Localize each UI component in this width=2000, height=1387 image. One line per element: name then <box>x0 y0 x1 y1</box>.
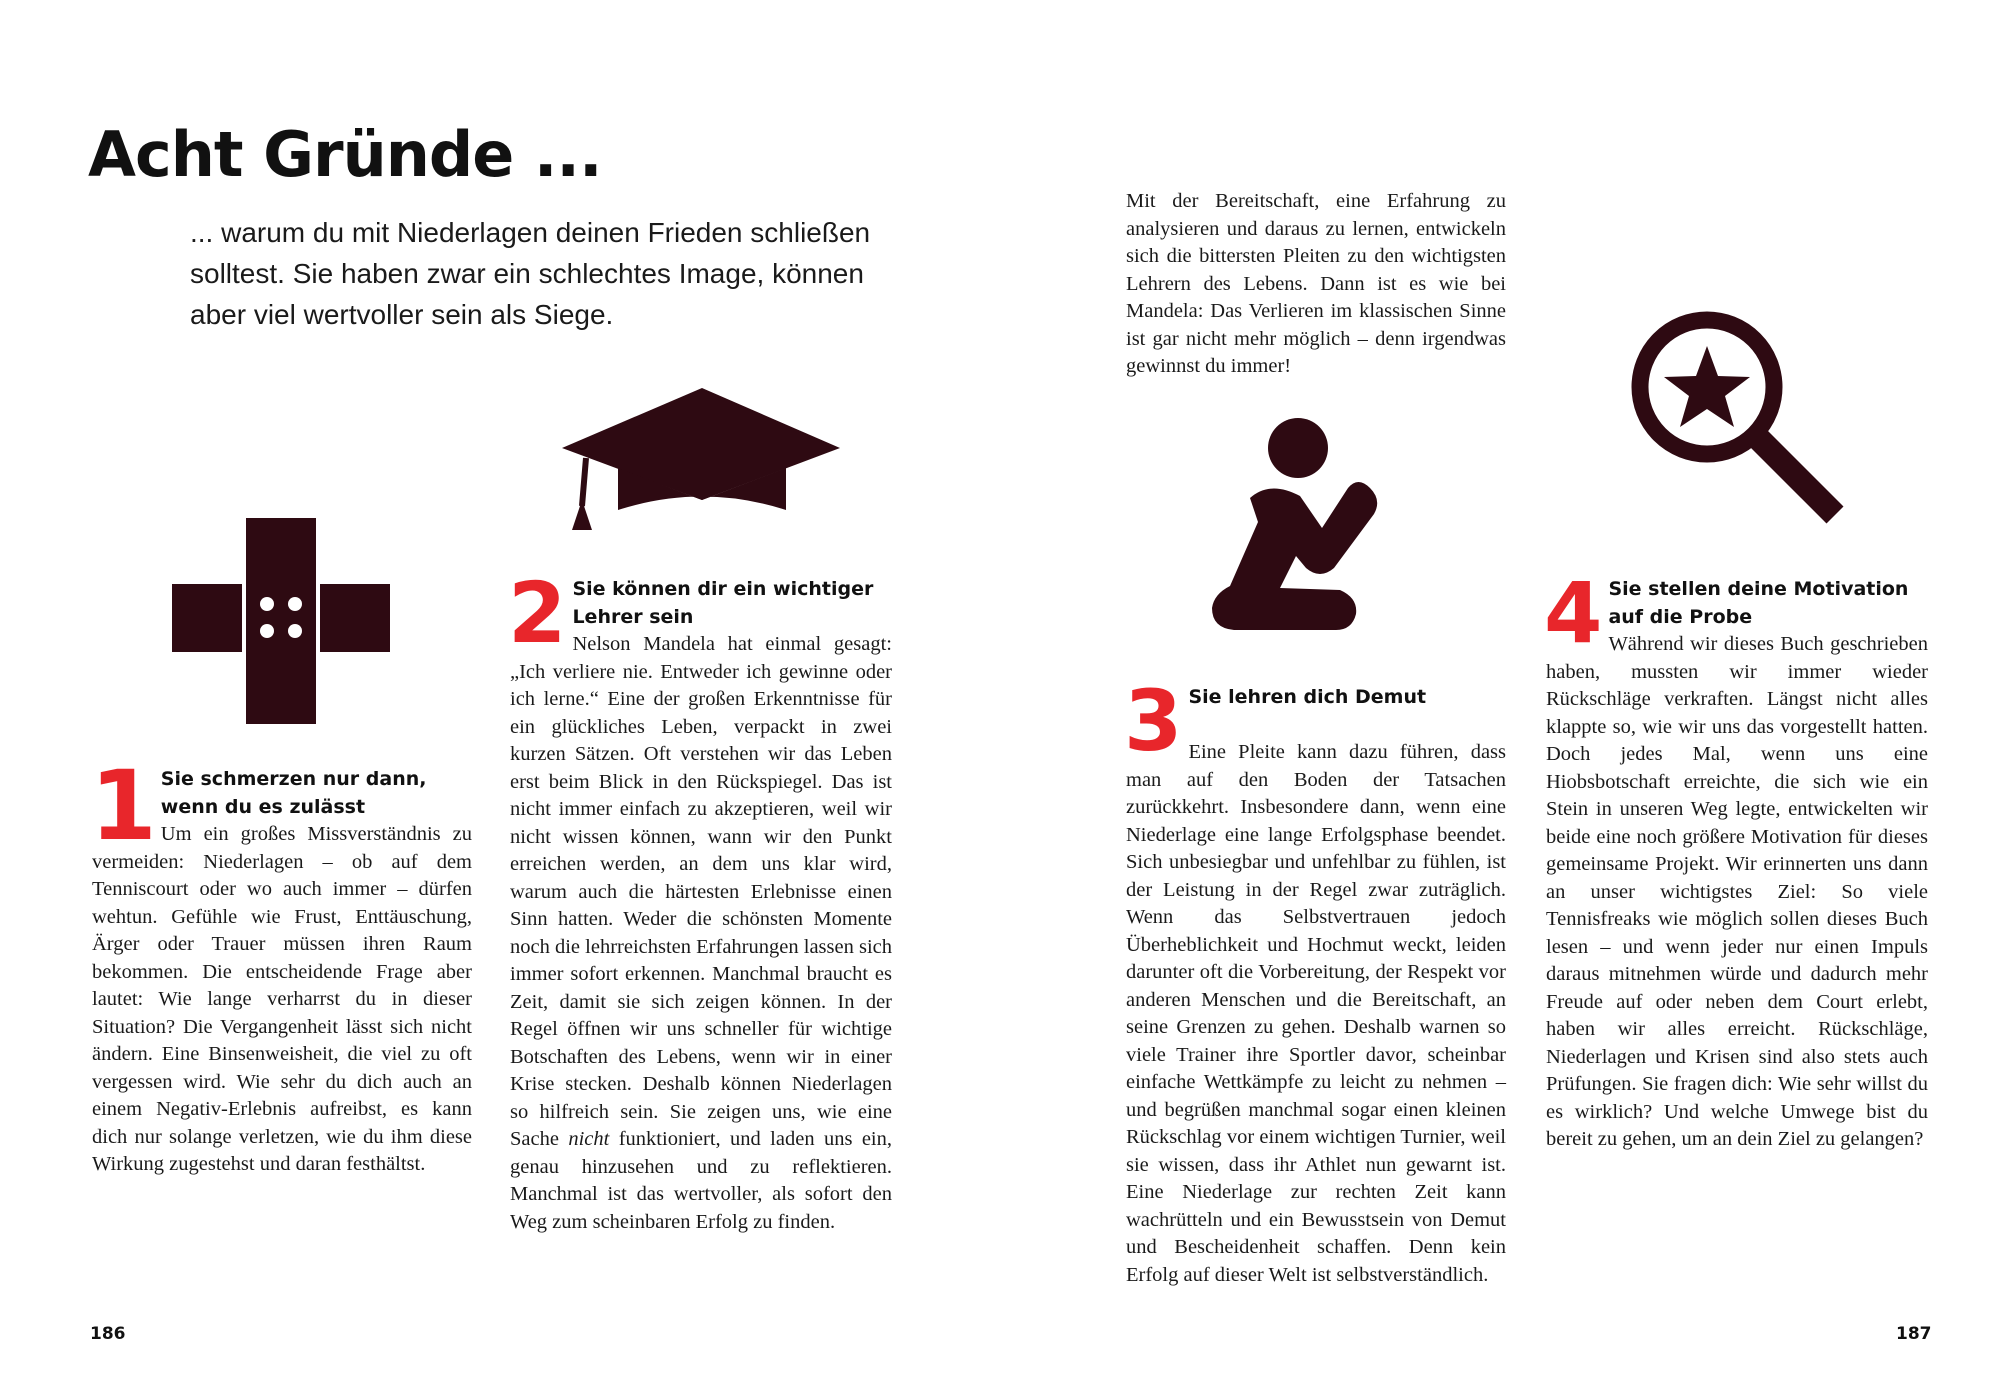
section-body: Während wir dieses Buch geschrieben haben, mussten wir immer wieder Rückschläge verkraften. Längst nicht alles klappte so, wie wir uns das vorgestellt hatten. Doch jedes Mal, wenn uns eine Hiobsbotschaft erreichte, die sich wie ein Stein in unseren Weg legte, entwickelten wir beide eine noch größere Motivation für dieses gemeinsame Projekt. Wir erinnerten uns dann an unser wichtigstes Ziel: So viele Tennisfreaks wie möglich sollen dieses Buch lesen – und wenn jeder nur einen Impuls daraus mitnehmen würde und dadurch mehr Freude auf oder neben dem Court erlebt, haben wir alles erreicht. Rückschläge, Niederlagen und Krisen sind also stets auch Prüfungen. Sie fragen dich: Wie sehr willst du es wirklich? Und welche Umwege bist du bereit zu gehen, um an dein Ziel zu gelangen? <box>1546 633 1928 1150</box>
section-2 <box>508 564 892 1236</box>
section-body: Eine Pleite kann dazu führen, dass man auf den Boden der Tatsachen zurückkehrt. Insbesondere dann, wenn eine Niederlage eine lange Erfolgsphase beendet. Sich unbesiegbar und unfehlbar zu fühlen, ist der Leistung in der Regel zwar zuträglich. Wenn das Selbstvertrauen jedoch Überheblichkeit und Hochmut weckt, leiden darunter oft die Vorbereitung, der Respekt vor anderen Menschen und die Bereitschaft, an seine Grenzen zu gehen. Deshalb warnen so viele Trainer ihre Sportler davor, scheinbar einfache Wettkämpfe zu leicht zu nehmen – und begrüßen manchmal sogar einen kleinen Rückschlag vor einem wichtigen Turnier, weil sie wissen, dass ihr Athlet nun gewarnt ist. Eine Niederlage zur rechten Zeit kann wachrütteln und ein Bewusstsein von Demut und Bescheidenheit schaffen. Denn kein Erfolg auf dieser Welt ist selbstverständlich. <box>1126 741 1506 1286</box>
page-number-left: 186 <box>90 1324 126 1344</box>
magnifier-star-icon <box>1630 310 1850 530</box>
section-heading: Sie können dir ein wichtiger Lehrer sein <box>572 578 874 628</box>
section-1 <box>90 750 472 1179</box>
section-heading: Sie stellen deine Motivation auf die Probe <box>1608 578 1909 628</box>
section-number: 4 <box>1544 564 1603 662</box>
section-number: 2 <box>508 564 567 662</box>
section-4 <box>1544 564 1928 1154</box>
page-title: Acht Gründe ... <box>88 118 602 191</box>
plaster-cross-icon <box>172 518 390 724</box>
section-body: Mit der Bereitschaft, eine Erfahrung zu analysieren und daraus zu lernen, entwickeln sich die bittersten Pleiten zu den wichtigsten Lehrern des Lebens. Dann ist es wie bei Mandela: Das Verlieren im klassischen Sinne ist gar nicht mehr möglich – denn irgendwas gewinnst du immer! <box>1126 190 1506 377</box>
intro-text: ... warum du mit Niederlagen deinen Frieden schließen solltest. Sie haben zwar ein schlechtes Image, können aber viel wertvoller sein als Siege. <box>190 217 871 330</box>
section-body: Um ein großes Missverständnis zu vermeiden: Niederlagen – ob auf dem Tenniscourt oder wo auch immer – dürfen wehtun. Gefühle wie Frust, Enttäuschung, Ärger oder Trauer müssen ihren Raum bekommen. Die entscheidende Frage aber lautet: Wie lange verharrst du in dieser Situation? Die Vergangenheit lässt sich nicht ändern. Eine Binsenweisheit, die viel zu oft vergessen wird. Wie sehr du dich auch an einem Negativ-Erlebnis aufreibst, es kann dich nur solange verletzen, wie du ihm diese Wirkung zugestehst und daran festhältst. <box>92 823 472 1175</box>
section-3 <box>1124 672 1506 1289</box>
section-heading: Sie lehren dich Demut <box>1188 686 1427 708</box>
kneeling-person-icon <box>1210 418 1396 638</box>
section-heading: Sie schmerzen nur dann, wenn du es zulässt <box>160 768 427 818</box>
section-number: 3 <box>1124 672 1183 770</box>
section-2-continuation <box>1126 188 1506 381</box>
graduation-cap-icon <box>562 388 842 530</box>
page-number-right: 187 <box>1896 1324 1932 1344</box>
section-number: 1 <box>90 750 157 862</box>
section-body: Nelson Mandela hat einmal gesagt: „Ich verliere nie. Entweder ich gewinne oder ich lerne.“ Eine der großen Erkenntnisse für ein glückliches Leben, verpackt in zwei kurzen Sätzen. Oft verstehen wir das Leben erst beim Blick in den Rückspiegel. Das ist nicht immer einfach zu akzeptieren, weil wir nicht wissen können, wann wir den Punkt erreichen werden, an dem uns klar wird, warum auch die härtesten Erlebnisse einen Sinn hatten. Weder die schönsten Momente noch die lehrreichsten Erfahrungen lassen sich immer sofort erkennen. Manchmal braucht es Zeit, damit sie sich zeigen können. In der Regel öffnen wir uns schneller für wichtige Botschaften des Lebens, wenn wir in einer Krise stecken. Deshalb können Niederlagen so hilfreich sein. Sie zeigen uns, wie eine Sache nicht funktioniert, und laden uns ein, genau hinzusehen und zu reflektieren. Manchmal ist das wertvoller, als sofort den Weg zum scheinbaren Erfolg zu finden. <box>510 633 892 1233</box>
